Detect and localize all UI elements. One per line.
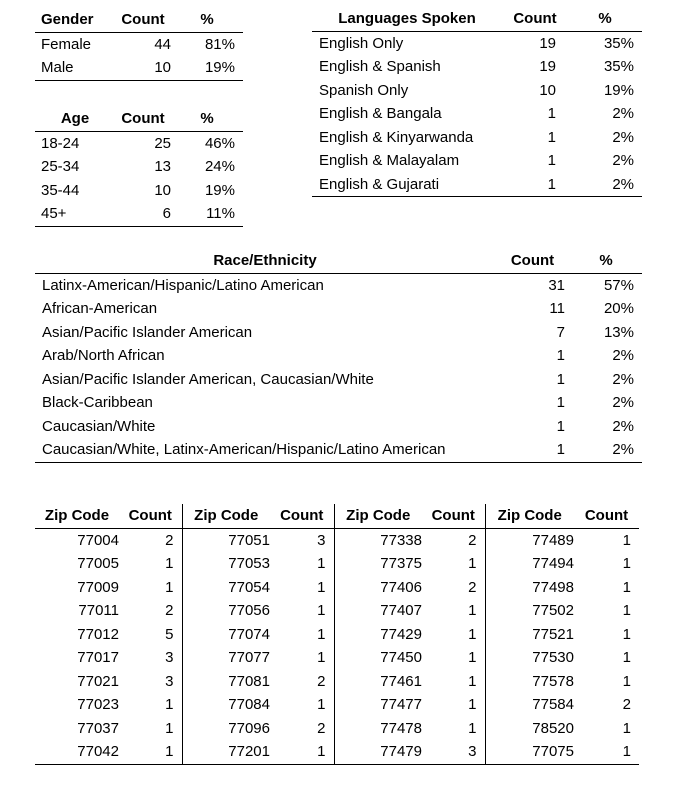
zip-code-header: Zip Code [35,504,119,528]
zip-count: 1 [622,625,631,643]
race-count: 1 [556,417,565,435]
language-count: 1 [547,105,556,122]
table-row [35,646,639,670]
table-row [35,740,639,764]
race-ethnicity-header: Race/Ethnicity [35,249,495,273]
zip-count: 1 [119,740,182,764]
zip-code: 77450 [380,649,422,666]
zip-count: 1 [574,740,639,764]
race-label: Asian/Pacific Islander American, Caucasian/White [42,370,374,388]
zip-count: 1 [270,740,334,764]
zip-code: 77037 [77,719,119,737]
zip-count: 1 [270,623,334,647]
zip-code: 77004 [77,531,119,549]
zip-count: 1 [119,552,182,576]
zip-code: 77530 [532,649,574,666]
zip-code: 77012 [77,625,119,643]
table-row [312,149,642,173]
zip-code: 77407 [380,602,422,619]
race-percent: 2% [612,417,634,435]
gender-header: Gender [35,8,115,32]
zip-code: 78520 [532,719,574,737]
race-percent: 2% [612,370,634,388]
zip-code: 77096 [228,719,270,737]
table-row [35,202,243,226]
language-label: English & Spanish [319,58,441,75]
zip-code: 77502 [532,602,574,619]
table-row [35,693,639,717]
race-count: 1 [556,394,565,411]
gender-table [35,8,243,81]
zip-count: 1 [270,576,334,600]
zip-code: 77051 [228,531,270,549]
table-row [35,391,642,415]
zip-code-table [35,504,639,765]
language-label: English & Gujarati [312,173,502,197]
zip-count: 1 [270,693,334,717]
race-percent: 2% [570,438,642,462]
language-percent: 2% [612,128,634,146]
table-row [312,79,642,103]
table-row [35,155,243,179]
language-percent: 2% [568,173,642,197]
zip-code: 77009 [77,578,119,596]
gender-label: Female [41,35,92,53]
language-percent: 35% [603,34,634,52]
zip-count: 1 [119,717,182,741]
age-label: 45+ [35,202,115,226]
zip-count: 1 [119,576,182,600]
age-count: 6 [115,202,171,226]
zip-code: 77477 [380,696,422,713]
table-row [35,552,639,576]
zip-count: 1 [622,602,631,619]
age-percent: 24% [204,158,235,175]
language-percent: 2% [612,105,634,122]
zip-count: 1 [270,552,334,576]
zip-count: 1 [422,646,485,670]
zip-count: 3 [270,528,334,552]
zip-code: 77056 [228,602,270,619]
race-count: 7 [556,323,565,341]
count-header: Count [574,504,639,528]
age-label: 35-44 [41,181,80,199]
race-label: Arab/North African [42,347,165,364]
gender-label: Male [35,56,115,80]
zip-code: 77429 [380,625,422,643]
table-row [312,173,642,197]
languages-header-row [312,7,642,31]
percent-header: % [568,7,642,31]
zip-code: 77053 [228,555,270,572]
race-label: Latinx-American/Hispanic/Latino American [42,276,324,294]
table-row [35,321,642,345]
zip-count: 1 [622,719,631,737]
table-row [312,102,642,126]
zip-code: 77011 [78,602,119,619]
race-label: Asian/Pacific Islander American [42,323,253,341]
language-percent: 35% [603,58,634,75]
race-percent: 20% [603,300,634,317]
zip-code: 77077 [228,649,270,666]
table-row [35,528,639,552]
zip-code: 77084 [228,696,270,713]
zip-code: 77478 [380,719,422,737]
table-row [312,55,642,79]
percent-header: % [570,249,642,273]
language-count: 19 [539,34,556,52]
percent-header: % [171,8,243,32]
zip-count: 2 [270,717,334,741]
zip-count: 1 [422,693,485,717]
zip-count: 1 [622,672,631,690]
zip-count: 1 [270,599,334,623]
language-count: 19 [539,58,556,75]
race-label: Caucasian/White, Latinx-American/Hispanic/Latino American [35,438,495,462]
age-label: 18-24 [41,134,80,152]
table-row [35,32,243,56]
zip-code-header: Zip Code [334,504,422,528]
age-label: 25-34 [41,158,80,175]
zip-code: 77005 [77,555,119,572]
zip-code: 77479 [334,740,422,764]
zip-code: 77021 [77,672,119,690]
zip-code: 77074 [228,625,270,643]
zip-code: 77338 [380,531,422,549]
zip-count: 1 [119,693,182,717]
zip-count: 1 [270,646,334,670]
zip-count: 2 [422,528,485,552]
language-label: Spanish Only [319,81,409,99]
zip-count: 2 [119,599,182,623]
zip-code: 77578 [532,672,574,690]
language-label: English Only [319,34,404,52]
table-row [35,438,642,462]
race-count: 1 [556,370,565,388]
zip-count: 1 [422,670,485,694]
table-row [35,415,642,439]
table-row [35,297,642,321]
zip-count: 1 [622,649,631,666]
zip-code: 77489 [532,531,574,549]
gender-count: 44 [154,35,171,53]
age-header: Age [35,107,115,131]
age-percent: 11% [171,202,243,226]
zip-code: 77017 [77,649,119,666]
race-percent: 2% [612,394,634,411]
table-row [35,56,243,80]
count-header: Count [119,504,182,528]
zip-count: 2 [119,528,182,552]
language-count: 10 [539,81,556,99]
table-row [35,368,642,392]
zip-code: 77081 [228,672,270,690]
zip-code: 77521 [532,625,574,643]
race-count: 1 [495,438,570,462]
table-row [35,344,642,368]
zip-count: 1 [422,552,485,576]
count-header: Count [422,504,485,528]
table-row [35,576,639,600]
table-row [35,670,639,694]
language-percent: 19% [603,81,634,99]
table-row [35,717,639,741]
zip-code: 77375 [380,555,422,572]
race-count: 11 [549,300,565,317]
zip-count: 1 [622,531,631,549]
zip-count: 1 [422,599,485,623]
race-percent: 2% [612,347,634,364]
languages-table [312,7,642,197]
zip-count: 2 [270,670,334,694]
language-count: 1 [502,173,568,197]
age-count: 10 [154,181,171,199]
table-row [312,126,642,150]
gender-header-row [35,8,243,32]
table-row [35,623,639,647]
age-percent: 46% [204,134,235,152]
language-count: 1 [547,152,556,169]
table-row [35,179,243,203]
race-percent: 13% [603,323,634,341]
age-header-row [35,107,243,131]
count-header: Count [502,7,568,31]
count-header: Count [115,8,171,32]
percent-header: % [171,107,243,131]
table-row [35,273,642,297]
zip-code-header: Zip Code [182,504,270,528]
age-count: 25 [154,134,171,152]
languages-header: Languages Spoken [312,7,502,31]
race-count: 1 [556,347,565,364]
zip-code: 77461 [380,672,422,690]
table-row [35,131,243,155]
race-header-row [35,249,642,273]
gender-percent: 19% [171,56,243,80]
age-percent: 19% [204,181,235,199]
zip-count: 2 [622,696,631,713]
zip-code: 77494 [532,555,574,572]
table-row [35,599,639,623]
zip-count: 2 [422,576,485,600]
zip-count: 1 [622,578,631,596]
race-label: Caucasian/White [42,417,156,435]
zip-code: 77042 [35,740,119,764]
zip-code-header: Zip Code [485,504,574,528]
count-header: Count [270,504,334,528]
race-label: African-American [42,300,158,317]
race-label: Black-Caribbean [42,394,153,411]
race-count: 31 [548,276,565,294]
zip-code: 77498 [532,578,574,596]
count-header: Count [495,249,570,273]
zip-header-row [35,504,639,528]
zip-code: 77075 [485,740,574,764]
language-label: English & Kinyarwanda [319,128,474,146]
zip-code: 77054 [228,578,270,596]
language-percent: 2% [612,152,634,169]
race-ethnicity-table [35,249,642,463]
language-count: 1 [547,128,556,146]
language-label: English & Bangala [319,105,442,122]
table-row [312,31,642,55]
gender-percent: 81% [204,35,235,53]
zip-count: 3 [422,740,485,764]
zip-count: 3 [119,670,182,694]
language-label: English & Malayalam [319,152,460,169]
race-percent: 57% [603,276,634,294]
age-table [35,107,243,227]
zip-code: 77201 [182,740,270,764]
zip-count: 1 [422,623,485,647]
zip-count: 1 [422,717,485,741]
zip-code: 77023 [77,696,119,713]
zip-count: 1 [622,555,631,572]
count-header: Count [115,107,171,131]
age-count: 13 [154,158,171,175]
zip-code: 77406 [380,578,422,596]
zip-code: 77584 [532,696,574,713]
zip-count: 3 [119,646,182,670]
gender-count: 10 [115,56,171,80]
zip-count: 5 [119,623,182,647]
